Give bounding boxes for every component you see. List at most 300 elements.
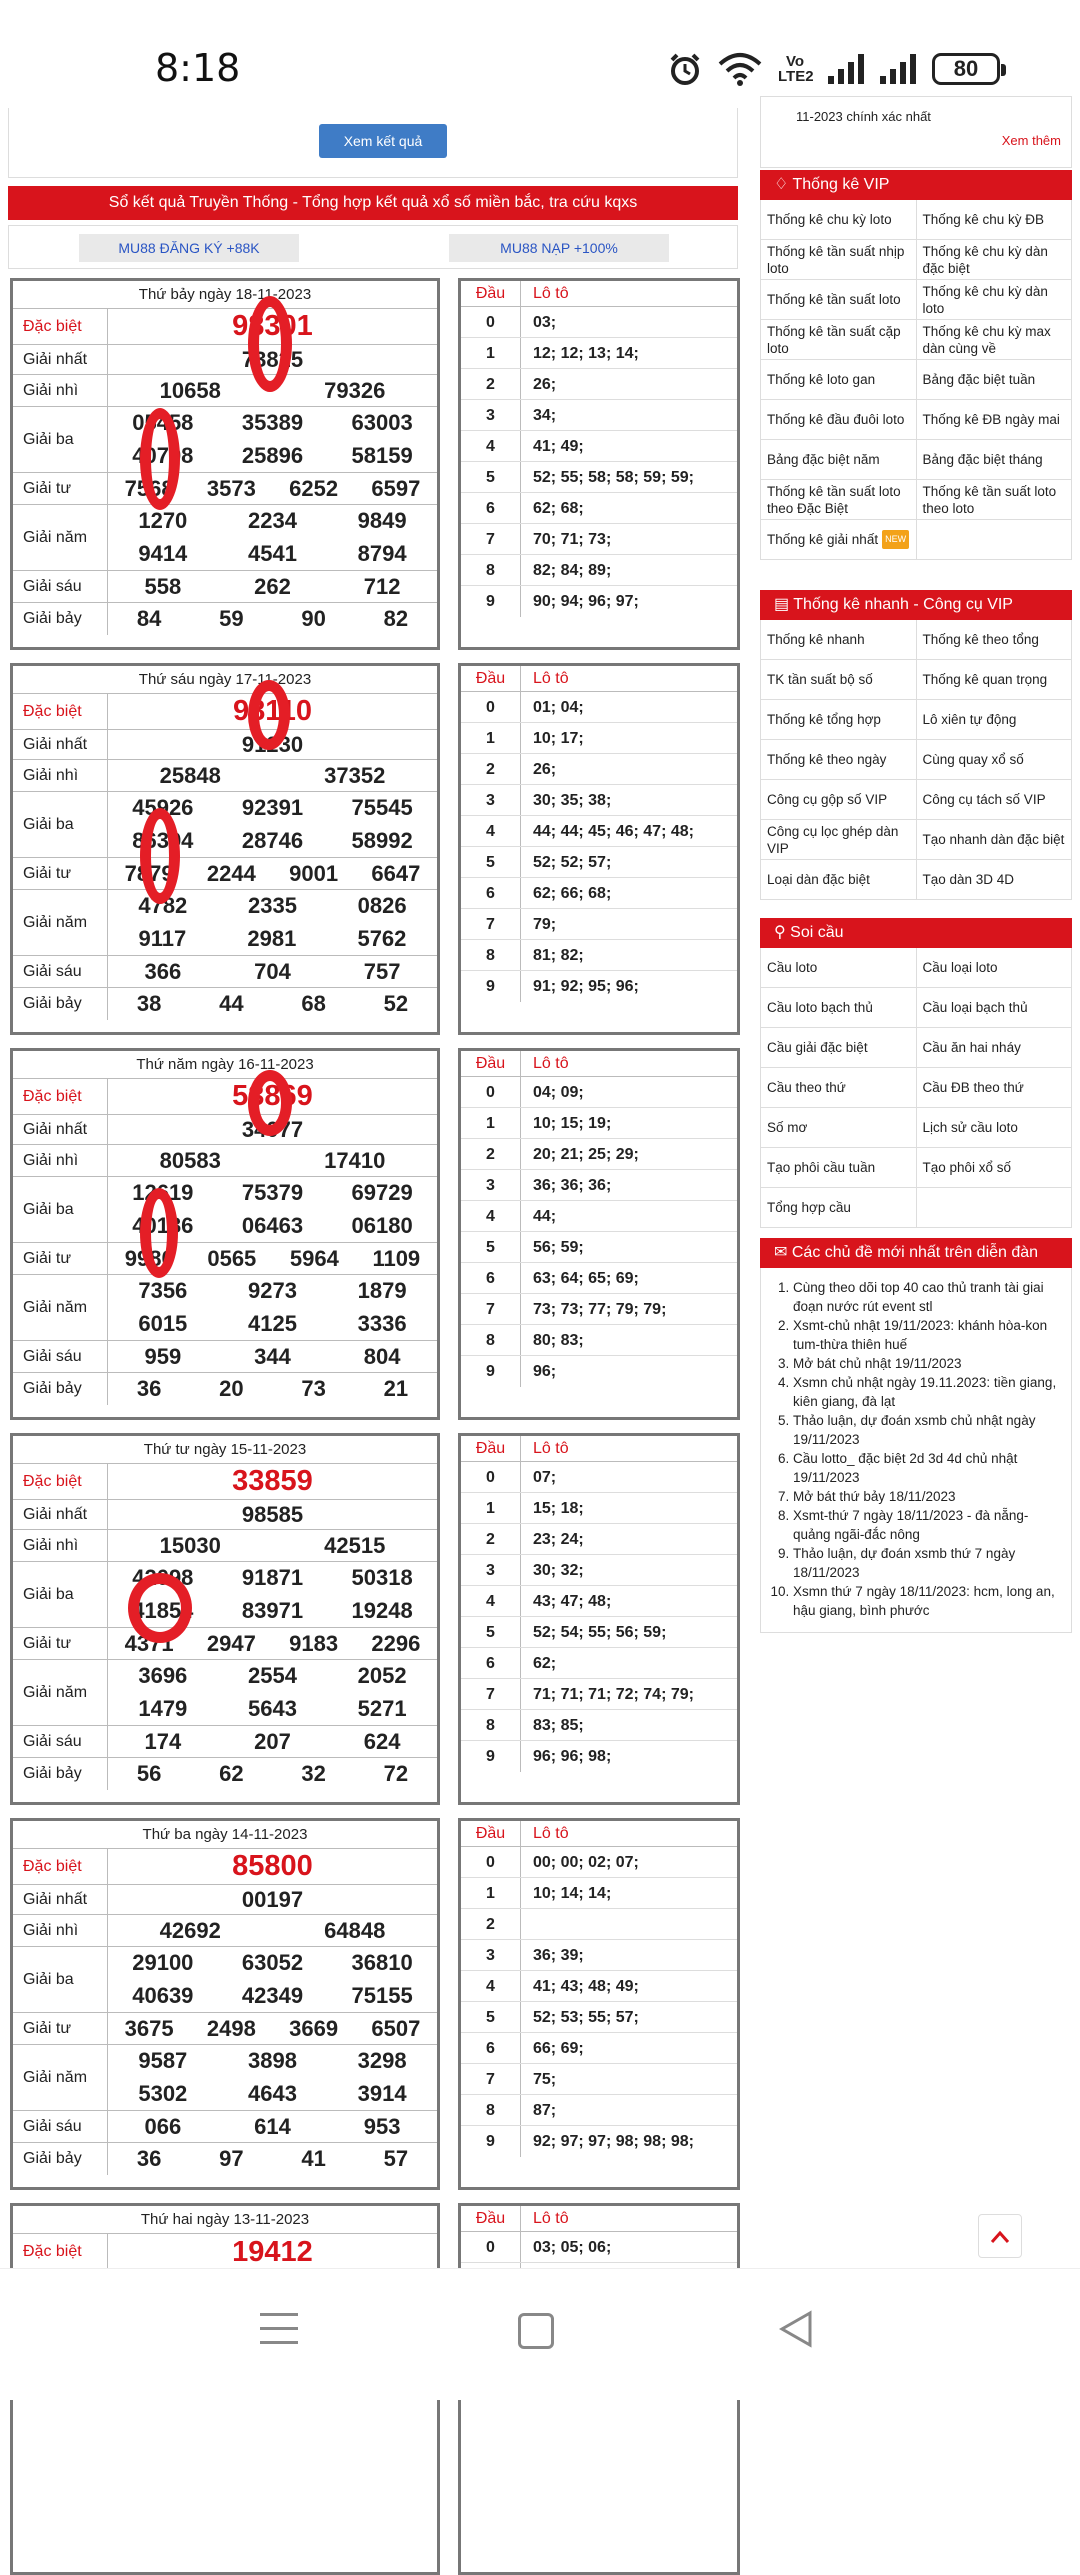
loto-numbers: 10; 14; 14; [533, 1885, 612, 1902]
sidebar-link[interactable]: Cầu ăn hai nháy [917, 1028, 1073, 1068]
loto-head-digit: 9 [461, 971, 521, 1002]
prize-number: 558 [144, 573, 182, 599]
loto-row [461, 1263, 737, 1294]
prize-row-g1 [13, 345, 437, 375]
loto-head-digit: 8 [461, 1325, 521, 1355]
loto-head-digit: 3 [461, 400, 521, 430]
prize-number: 2981 [247, 925, 297, 951]
forum-topic-link[interactable]: 2. Xsmt-chủ nhật 19/11/2023: khánh hòa-kon tum-thừa thiên huế [793, 1316, 1065, 1354]
prize-row-db [13, 1079, 437, 1115]
sidebar-link[interactable]: Tạo phôi cầu tuần [761, 1148, 917, 1188]
prize-number: 9001 [289, 860, 339, 886]
prize-values [108, 2111, 437, 2142]
forum-topic-link[interactable]: 6. Cầu lotto_ đặc biệt 2d 3d 4d chủ nhật 19/11/2023 [793, 1449, 1065, 1487]
prize-line [108, 309, 437, 344]
ad-row [8, 225, 738, 269]
prize-row-g1 [13, 1885, 437, 1915]
sidebar-link[interactable]: Cầu theo thứ [761, 1068, 917, 1108]
sidebar-link[interactable]: Cầu giải đặc biệt [761, 1028, 917, 1068]
prize-label: Đặc biệt [13, 694, 108, 729]
sidebar-link[interactable]: Thống kê đầu đuôi loto [761, 400, 917, 440]
loto-row [461, 1586, 737, 1617]
prize-label: Giải năm [13, 1660, 108, 1725]
prize-number: 37352 [324, 762, 386, 788]
loto-numbers: 03; 05; 06; [533, 2239, 612, 2256]
fast-grid [760, 620, 1072, 900]
forum-topic-link[interactable]: 7. Mở bát thứ bảy 18/11/2023 [793, 1487, 1065, 1506]
prize-values [108, 2143, 437, 2175]
loto-head-digit: 5 [461, 847, 521, 877]
loto-numbers: 87; [533, 2102, 557, 2119]
sidebar-link[interactable]: Thống kê quan trọng [917, 660, 1073, 700]
prize-line [108, 375, 437, 406]
alarm-icon [668, 52, 702, 86]
soi-cau-section [760, 918, 1072, 1228]
loto-numbers: 36; 36; 36; [533, 1177, 612, 1194]
loto-head-digit: 3 [461, 1555, 521, 1585]
prize-number: 85800 [232, 1850, 313, 1882]
prize-number: 1879 [357, 1278, 407, 1304]
prize-values [108, 603, 437, 635]
prize-label: Giải sáu [13, 1726, 108, 1757]
android-nav-bar [0, 2268, 1080, 2400]
prize-line [108, 473, 437, 504]
loto-head-digit: 1 [461, 338, 521, 368]
loto-numbers: 83; 85; [533, 1717, 584, 1734]
forum-topic-link[interactable]: 3. Mở bát chủ nhật 19/11/2023 [793, 1354, 1065, 1373]
prize-number: 83971 [241, 1597, 304, 1623]
prize-number: 36810 [351, 1950, 413, 1976]
prize-number: 36 [136, 1376, 162, 1401]
prize-number: 3898 [248, 2048, 297, 2074]
prize-values [108, 345, 437, 374]
recents-icon[interactable] [260, 2313, 298, 2355]
prize-line [108, 760, 437, 791]
loto-row [461, 1201, 737, 1232]
prize-number: 2554 [248, 1663, 297, 1689]
prize-number: 82 [383, 606, 409, 631]
deposit-ad-button[interactable]: MU88 NẠP +100% [449, 234, 669, 262]
loto-row [461, 1971, 737, 2002]
forum-topic-link[interactable]: 10. Xsmn thứ 7 ngày 18/11/2023: hcm, long an, hậu giang, bình phước [793, 1582, 1065, 1620]
prize-number: 73825 [241, 346, 304, 372]
result-date: Thứ sáu ngày 17-11-2023 [13, 666, 437, 694]
prize-values [108, 1660, 437, 1725]
prize-row-g1 [13, 730, 437, 760]
sidebar-link[interactable]: Tạo nhanh dàn đặc biệt [917, 820, 1073, 860]
sidebar-link[interactable]: Bảng đặc biệt năm [761, 440, 917, 480]
loto-numbers [521, 1909, 737, 1939]
clock: 8:18 [155, 46, 241, 90]
prize-number: 34077 [241, 1116, 304, 1142]
prize-line [108, 956, 437, 987]
prize-number: 59 [219, 606, 244, 631]
loto-numbers: 15; 18; [533, 1500, 584, 1517]
prize-label: Đặc biệt [13, 309, 108, 344]
loto-numbers: 36; 39; [533, 1947, 584, 1964]
loto-table [458, 1818, 740, 2190]
loto-head-digit: 3 [461, 1940, 521, 1970]
prize-number: 10658 [159, 377, 221, 403]
loto-head-digit: 7 [461, 909, 521, 939]
prize-line [108, 890, 437, 923]
sidebar-link[interactable]: Loại dàn đặc biệt [761, 860, 917, 900]
prize-number: 38 [136, 991, 162, 1016]
loto-head-digit: 2 [461, 1909, 521, 1939]
prize-number: 3336 [357, 1310, 407, 1336]
loto-row [461, 785, 737, 816]
prize-values [108, 1243, 437, 1274]
search-box [8, 108, 738, 178]
loto-head-dau: Đầu [461, 666, 521, 691]
sidebar-link[interactable]: Thống kê loto gan [761, 360, 917, 400]
scroll-top-button[interactable] [978, 2214, 1022, 2258]
prize-number: 25896 [241, 442, 304, 468]
sidebar-link[interactable]: Cầu loại loto [917, 948, 1073, 988]
prize-number: 75155 [351, 1982, 413, 2008]
prize-number: 98585 [241, 1501, 304, 1527]
prize-line [108, 1758, 437, 1790]
see-more-link[interactable]: Xem thêm [1001, 133, 1061, 148]
prize-line [108, 1500, 437, 1529]
prize-number: 0565 [207, 1245, 257, 1271]
prize-number: 50318 [351, 1565, 413, 1591]
prize-label: Giải tư [13, 1628, 108, 1659]
loto-row [461, 493, 737, 524]
prize-number: 614 [254, 2113, 291, 2139]
result-table [10, 1433, 440, 1805]
sidebar-link[interactable]: Công cụ gộp số VIP [761, 780, 917, 820]
loto-row [461, 1847, 737, 1878]
loto-row [461, 1524, 737, 1555]
loto-head-digit: 6 [461, 878, 521, 908]
prize-row-g2 [13, 760, 437, 792]
prize-number: 35389 [241, 410, 304, 436]
prize-row-g5 [13, 2045, 437, 2111]
loto-table [458, 1433, 740, 1805]
loto-head-digit: 6 [461, 2033, 521, 2063]
loto-head-digit: 6 [461, 493, 521, 523]
prize-line [108, 1079, 437, 1114]
prize-line [108, 1947, 437, 1980]
sidebar-link[interactable]: Cầu ĐB theo thứ [917, 1068, 1073, 1108]
result-date: Thứ tư ngày 15-11-2023 [13, 1436, 437, 1464]
forum-topic-link[interactable]: 4. Xsmn chủ nhật ngày 19.11.2023: tiền giang, kiên giang, đà lạt [793, 1373, 1065, 1411]
prize-values [108, 1885, 437, 1914]
loto-table [458, 278, 740, 650]
sidebar-link[interactable]: Tạo dàn 3D 4D [917, 860, 1073, 900]
prize-number: 5964 [289, 1245, 339, 1271]
prize-number: 9273 [248, 1278, 297, 1304]
prize-values [108, 760, 437, 791]
chart-icon: ▤ [774, 596, 794, 613]
loto-row [461, 816, 737, 847]
loto-numbers: 96; [533, 1363, 557, 1380]
prize-number: 9587 [138, 2048, 188, 2074]
prize-number: 58992 [351, 827, 413, 853]
prize-number: 25848 [159, 762, 221, 788]
loto-numbers: 10; 17; [533, 730, 584, 747]
sidebar-link[interactable]: Thống kê chu kỳ ĐB [917, 200, 1073, 240]
prize-label: Giải nhất [13, 1115, 108, 1144]
prize-values [108, 1947, 437, 2012]
chat-icon: ✉ [774, 1244, 792, 1261]
loto-table [458, 1048, 740, 1420]
loto-numbers: 82; 84; 89; [533, 562, 612, 579]
vip-stats-section [760, 170, 1072, 560]
prize-row-g4 [13, 1628, 437, 1660]
prize-label: Giải sáu [13, 956, 108, 987]
prize-row-g3 [13, 407, 437, 473]
loto-head-loto: Lô tô [533, 1055, 569, 1072]
loto-head-digit: 0 [461, 1462, 521, 1492]
loto-numbers: 73; 73; 77; 79; 79; [533, 1301, 667, 1318]
sidebar-link[interactable]: Thống kê tổng hợp [761, 700, 917, 740]
sidebar-link[interactable]: Thống kê chu kỳ dàn loto [917, 280, 1073, 320]
prize-label: Giải năm [13, 505, 108, 570]
loto-head-digit: 4 [461, 1971, 521, 2001]
loto-row [461, 1679, 737, 1710]
prize-line [108, 2234, 437, 2270]
sidebar-link[interactable]: Cầu loto bạch thủ [761, 988, 917, 1028]
prize-line [108, 2111, 437, 2142]
loto-numbers: 41; 49; [533, 438, 584, 455]
prize-number: 3573 [206, 475, 256, 501]
fast-stats-section [760, 590, 1072, 900]
loto-numbers: 30; 35; 38; [533, 792, 612, 809]
loto-head-digit: 8 [461, 555, 521, 585]
prize-values [108, 309, 437, 344]
sidebar-link[interactable]: Cầu loto [761, 948, 917, 988]
sidebar-link[interactable]: Thống kê giải nhất NEW [761, 520, 917, 560]
loto-head-loto: Lô tô [533, 1440, 569, 1457]
result-table [10, 1818, 440, 2190]
soi-grid [760, 948, 1072, 1228]
sidebar-link[interactable]: Thống kê tần suất nhịp loto [761, 240, 917, 280]
loto-head-digit: 5 [461, 2002, 521, 2032]
prize-values [108, 2234, 437, 2270]
prize-number: 36 [136, 2146, 162, 2171]
prize-line [108, 1530, 437, 1561]
forum-topic-link[interactable]: 1. Cùng theo dõi top 40 cao thủ tranh tài giai đoạn nước rút event stl [793, 1278, 1065, 1316]
sidebar-link[interactable]: Thống kê tần suất loto [761, 280, 917, 320]
loto-row [461, 1940, 737, 1971]
sidebar-top-text: 11-2023 chính xác nhất [796, 109, 931, 124]
prize-label: Giải nhì [13, 1145, 108, 1176]
sidebar-link[interactable]: Thống kê chu kỳ max dàn cùng về [917, 320, 1073, 360]
loto-numbers: 34; [533, 407, 557, 424]
signal-icon-2 [880, 54, 916, 84]
loto-head-digit: 1 [461, 723, 521, 753]
prize-line [108, 1660, 437, 1693]
loto-row [461, 1108, 737, 1139]
new-badge: NEW [882, 530, 909, 549]
sidebar-link[interactable]: Bảng đặc biệt tuần [917, 360, 1073, 400]
prize-number: 4643 [248, 2080, 297, 2106]
sidebar-link[interactable]: Thống kê chu kỳ dàn đặc biệt [917, 240, 1073, 280]
prize-values [108, 1079, 437, 1114]
loto-row [461, 1617, 737, 1648]
back-icon[interactable] [776, 2309, 816, 2349]
sidebar-link[interactable]: Công cụ lọc ghép dàn VIP [761, 820, 917, 860]
sidebar-link[interactable]: Lịch sử cầu loto [917, 1108, 1073, 1148]
prize-label: Giải nhất [13, 1500, 108, 1529]
prize-number: 5271 [357, 1695, 407, 1721]
prize-number: 57 [383, 2146, 409, 2171]
prize-values [108, 1500, 437, 1529]
result-date: Thứ năm ngày 16-11-2023 [13, 1051, 437, 1079]
sidebar-link[interactable]: Thống kê ĐB ngày mai [917, 400, 1073, 440]
sidebar-link[interactable]: Thống kê theo ngày [761, 740, 917, 780]
register-ad-button[interactable]: MU88 ĐĂNG KÝ +88K [79, 234, 299, 262]
prize-line [108, 858, 437, 889]
forum-section [760, 1238, 1072, 1633]
home-icon[interactable] [518, 2313, 554, 2349]
prize-label: Giải ba [13, 1562, 108, 1627]
loto-row [461, 1462, 737, 1493]
forum-topic-link[interactable]: 5. Thảo luận, dự đoán xsmb chủ nhật ngày 19/11/2023 [793, 1411, 1065, 1449]
sidebar-link[interactable]: TK tần suất bộ số [761, 660, 917, 700]
prize-number: 4371 [124, 1630, 174, 1656]
loto-row [461, 754, 737, 785]
prize-row-g2 [13, 1145, 437, 1177]
loto-head-digit: 0 [461, 2232, 521, 2262]
loto-head-digit: 3 [461, 1170, 521, 1200]
prize-number: 84 [136, 606, 162, 631]
prize-values [108, 956, 437, 987]
loto-numbers: 79; [533, 916, 557, 933]
loto-row [461, 555, 737, 586]
sidebar-link[interactable]: Số mơ [761, 1108, 917, 1148]
sidebar-link[interactable]: Công cụ tách số VIP [917, 780, 1073, 820]
loto-head-digit: 5 [461, 1617, 521, 1647]
forum-topic-link[interactable]: 8. Xsmt-thứ 7 ngày 18/11/2023 - đà nẵng-quảng ngãi-đắc nông [793, 1506, 1065, 1544]
sidebar-link[interactable]: Thống kê chu kỳ loto [761, 200, 917, 240]
loto-row [461, 909, 737, 940]
prize-label: Đặc biệt [13, 1464, 108, 1499]
sidebar-link[interactable]: Tạo phôi xổ số [917, 1148, 1073, 1188]
prize-line [108, 1210, 437, 1243]
prize-number: 19248 [351, 1597, 413, 1623]
sidebar-link[interactable]: Bảng đặc biệt tháng [917, 440, 1073, 480]
sidebar-link[interactable]: Thống kê tần suất loto theo loto [917, 480, 1073, 520]
sidebar-link[interactable]: Thống kê nhanh [761, 620, 917, 660]
loto-head-digit: 9 [461, 2126, 521, 2157]
prize-line [108, 2078, 437, 2111]
loto-numbers: 01; 04; [533, 699, 584, 716]
prize-number: 712 [363, 573, 401, 599]
prize-line [108, 1628, 437, 1659]
prize-number: 40639 [132, 1982, 194, 2008]
prize-number: 6252 [289, 475, 339, 501]
loto-head-digit: 7 [461, 1294, 521, 1324]
prize-label: Giải năm [13, 2045, 108, 2110]
prize-values [108, 2013, 437, 2044]
prize-line [108, 1885, 437, 1914]
prize-number: 42515 [324, 1532, 386, 1558]
loto-head-digit: 7 [461, 1679, 521, 1709]
loto-numbers: 44; [533, 1208, 557, 1225]
prize-number: 06180 [351, 1212, 413, 1238]
view-results-button[interactable]: Xem kết quả [319, 124, 447, 158]
prize-number: 9183 [289, 1630, 339, 1656]
loto-row [461, 1909, 737, 1940]
prize-line [108, 1595, 437, 1628]
sidebar-link[interactable]: Lô xiên tự động [917, 700, 1073, 740]
prize-number: 6597 [371, 475, 421, 501]
sidebar-link[interactable]: Thống kê theo tổng [917, 620, 1073, 660]
loto-numbers: 56; 59; [533, 1239, 584, 1256]
sidebar-link[interactable]: Thống kê tần suất loto theo Đặc Biệt [761, 480, 917, 520]
prize-row-g6 [13, 956, 437, 988]
sidebar-link[interactable]: Tổng hợp cầu [761, 1188, 917, 1228]
loto-numbers: 96; 96; 98; [533, 1748, 612, 1765]
prize-number: 79326 [324, 377, 386, 403]
loto-head-digit: 4 [461, 1586, 521, 1616]
prize-values [108, 1562, 437, 1627]
soi-cau-title: ⚲ Soi cầu [760, 918, 1072, 948]
prize-number: 44 [219, 991, 244, 1016]
prize-number: 90 [301, 606, 326, 631]
prize-number: 4541 [248, 540, 297, 566]
loto-numbers: 63; 64; 65; 69; [533, 1270, 639, 1287]
prize-number: 8794 [357, 540, 407, 566]
loto-head-digit: 1 [461, 1493, 521, 1523]
signal-icon [828, 54, 864, 84]
prize-number: 3298 [357, 2048, 407, 2074]
prize-row-g7 [13, 988, 437, 1020]
prize-label: Giải bảy [13, 1758, 108, 1790]
prize-number: 9414 [138, 540, 188, 566]
prize-line [108, 1275, 437, 1308]
loto-numbers: 91; 92; 95; 96; [533, 978, 639, 995]
prize-number: 28746 [241, 827, 304, 853]
prize-number: 953 [363, 2113, 401, 2139]
prize-number: 5762 [357, 925, 407, 951]
prize-number: 4125 [248, 1310, 297, 1336]
sidebar-link[interactable]: Cùng quay xổ số [917, 740, 1073, 780]
loto-numbers: 62; 68; [533, 500, 584, 517]
prize-number: 41854 [132, 1597, 194, 1623]
prize-label: Giải nhất [13, 1885, 108, 1914]
loto-head-digit: 8 [461, 1710, 521, 1740]
prize-label: Giải năm [13, 890, 108, 955]
loto-head-digit: 6 [461, 1263, 521, 1293]
loto-numbers: 04; 09; [533, 1084, 584, 1101]
loto-numbers: 62; [533, 1655, 557, 1672]
prize-line [108, 1341, 437, 1372]
sidebar-link[interactable]: Cầu loại bạch thủ [917, 988, 1073, 1028]
loto-numbers: 90; 94; 96; 97; [533, 593, 639, 610]
prize-values [108, 407, 437, 472]
loto-head-digit: 2 [461, 1139, 521, 1169]
loto-head-digit: 7 [461, 524, 521, 554]
prize-line [108, 345, 437, 374]
prize-line [108, 2045, 437, 2078]
prize-label: Giải năm [13, 1275, 108, 1340]
prize-values [108, 1464, 437, 1499]
loto-row [461, 586, 737, 617]
chevron-up-icon [990, 2230, 1010, 2244]
prize-row-g7 [13, 1758, 437, 1790]
sidebar-link[interactable]: Thống kê tần suất cặp loto [761, 320, 917, 360]
prize-number: 97 [219, 2146, 244, 2171]
prize-label: Giải tư [13, 473, 108, 504]
prize-line [108, 1373, 437, 1405]
prize-number: 19412 [232, 2235, 313, 2268]
loto-numbers: 12; 12; 13; 14; [533, 345, 639, 362]
forum-topic-link[interactable]: 9. Thảo luận, dự đoán xsmb thứ 7 ngày 18/11/2023 [793, 1544, 1065, 1582]
